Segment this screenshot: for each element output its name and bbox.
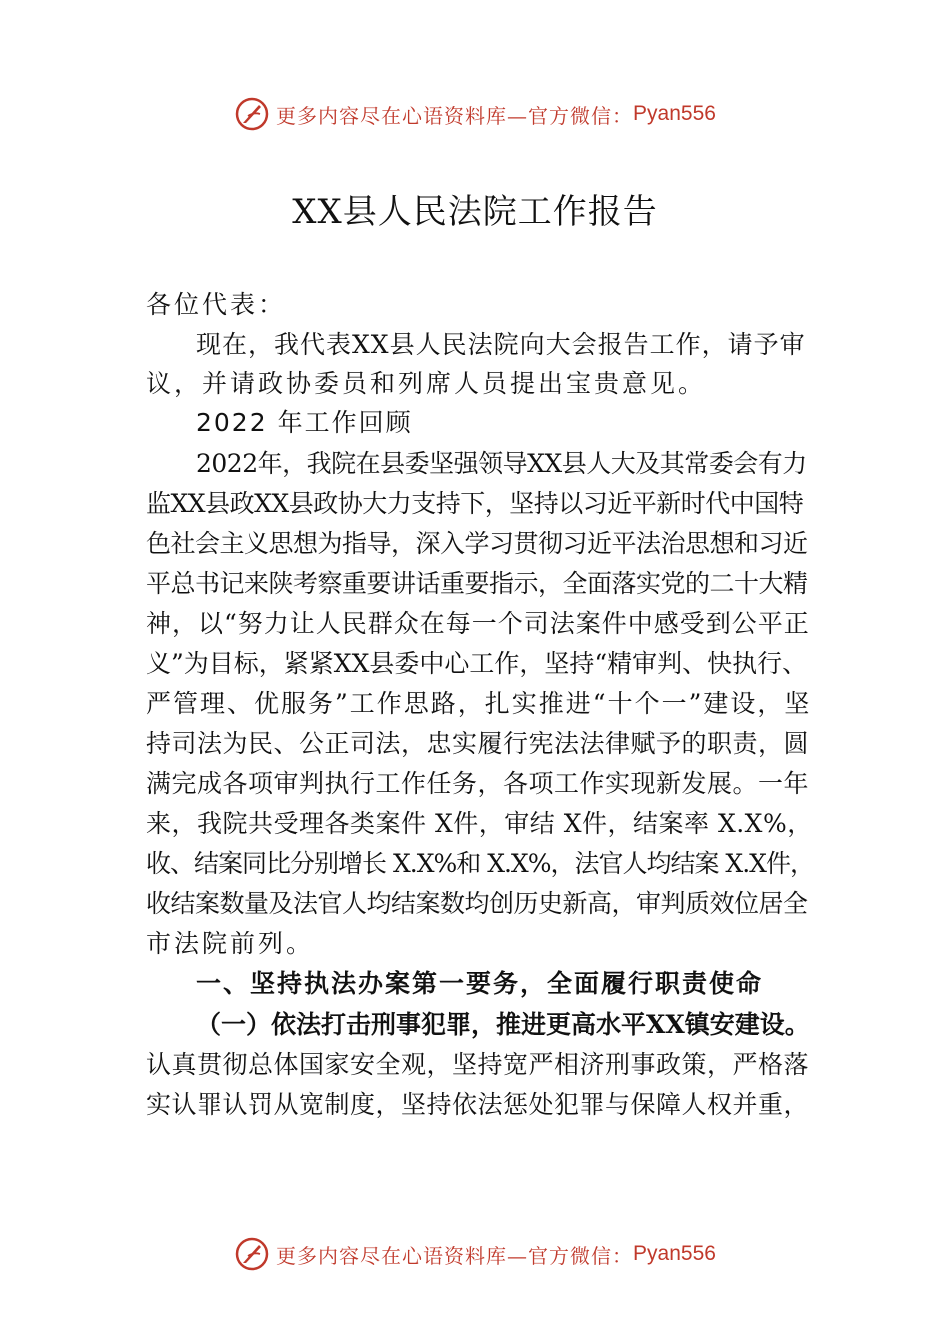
- subsection-heading: （一）依法打击刑事犯罪，推进更高水平XX镇安建设。: [196, 1010, 810, 1039]
- section-heading: 2022 年工作回顾: [196, 408, 413, 437]
- section-heading: 一、坚持执法办案第一要务，全面履行职责使命: [196, 969, 764, 998]
- paragraph-line: 来，我院共受理各类案件 X件，审结 X件，结案率 X.X%，: [146, 809, 813, 838]
- paragraph-line: 认真贯彻总体国家安全观，坚持宽严相济刑事政策，严格落: [146, 1050, 810, 1079]
- paragraph-line: 议，并请政协委员和列席人员提出宝贵意见。: [146, 369, 707, 398]
- header-banner: [0, 94, 950, 134]
- banner-text: 更多内容尽在心语资料库—官方微信：: [276, 1243, 634, 1268]
- banner-text: 更多内容尽在心语资料库—官方微信：: [276, 103, 634, 128]
- paragraph-line: 义”为目标，紧紧XX县委中心工作，坚持“精审判、快执行、: [146, 649, 808, 678]
- salutation: 各位代表：: [146, 290, 287, 319]
- paragraph-line: 收结案数量及法官人均结案数均创历史新高，审判质效位居全: [146, 889, 808, 918]
- paragraph-line: 严管理、优服务”工作思路，扎实推进“十个一”建设，坚: [146, 689, 812, 718]
- paragraph-line: 市法院前列。: [146, 929, 315, 958]
- paragraph-line: 满完成各项审判执行工作任务，各项工作实现新发展。一年: [146, 769, 810, 798]
- paragraph-line: 神，以“努力让人民群众在每一个司法案件中感受到公平正: [146, 609, 810, 638]
- paragraph-line: 收、结案同比分别增长 X.X%和 X.X%，法官人均结案 X.X件，: [146, 849, 814, 878]
- paragraph-line: 持司法为民、公正司法，忠实履行宪法法律赋予的职责，圆: [146, 729, 810, 758]
- paragraph-line: 实认罪认罚从宽制度，坚持依法惩处犯罪与保障人权并重，: [146, 1090, 810, 1119]
- footer-banner: [0, 1234, 950, 1274]
- banner-wechat-id: Pyan556: [633, 1242, 716, 1265]
- quill-logo-icon: [234, 1236, 270, 1272]
- banner-wechat-id: Pyan556: [633, 102, 716, 125]
- quill-logo-icon: [234, 96, 270, 132]
- paragraph-line: 平总书记来陕考察重要讲话重要指示，全面落实党的二十大精: [146, 569, 808, 598]
- document-title: XX县人民法院工作报告: [292, 192, 658, 232]
- paragraph-line: 监XX县政XX县政协大力支持下，坚持以习近平新时代中国特: [146, 489, 804, 518]
- paragraph-line: 色社会主义思想为指导，深入学习贯彻习近平法治思想和习近: [146, 529, 808, 558]
- paragraph-line: 2022年，我院在县委坚强领导XX县人大及其常委会有力: [196, 449, 807, 478]
- paragraph-line: 现在，我代表XX县人民法院向大会报告工作，请予审: [196, 330, 806, 359]
